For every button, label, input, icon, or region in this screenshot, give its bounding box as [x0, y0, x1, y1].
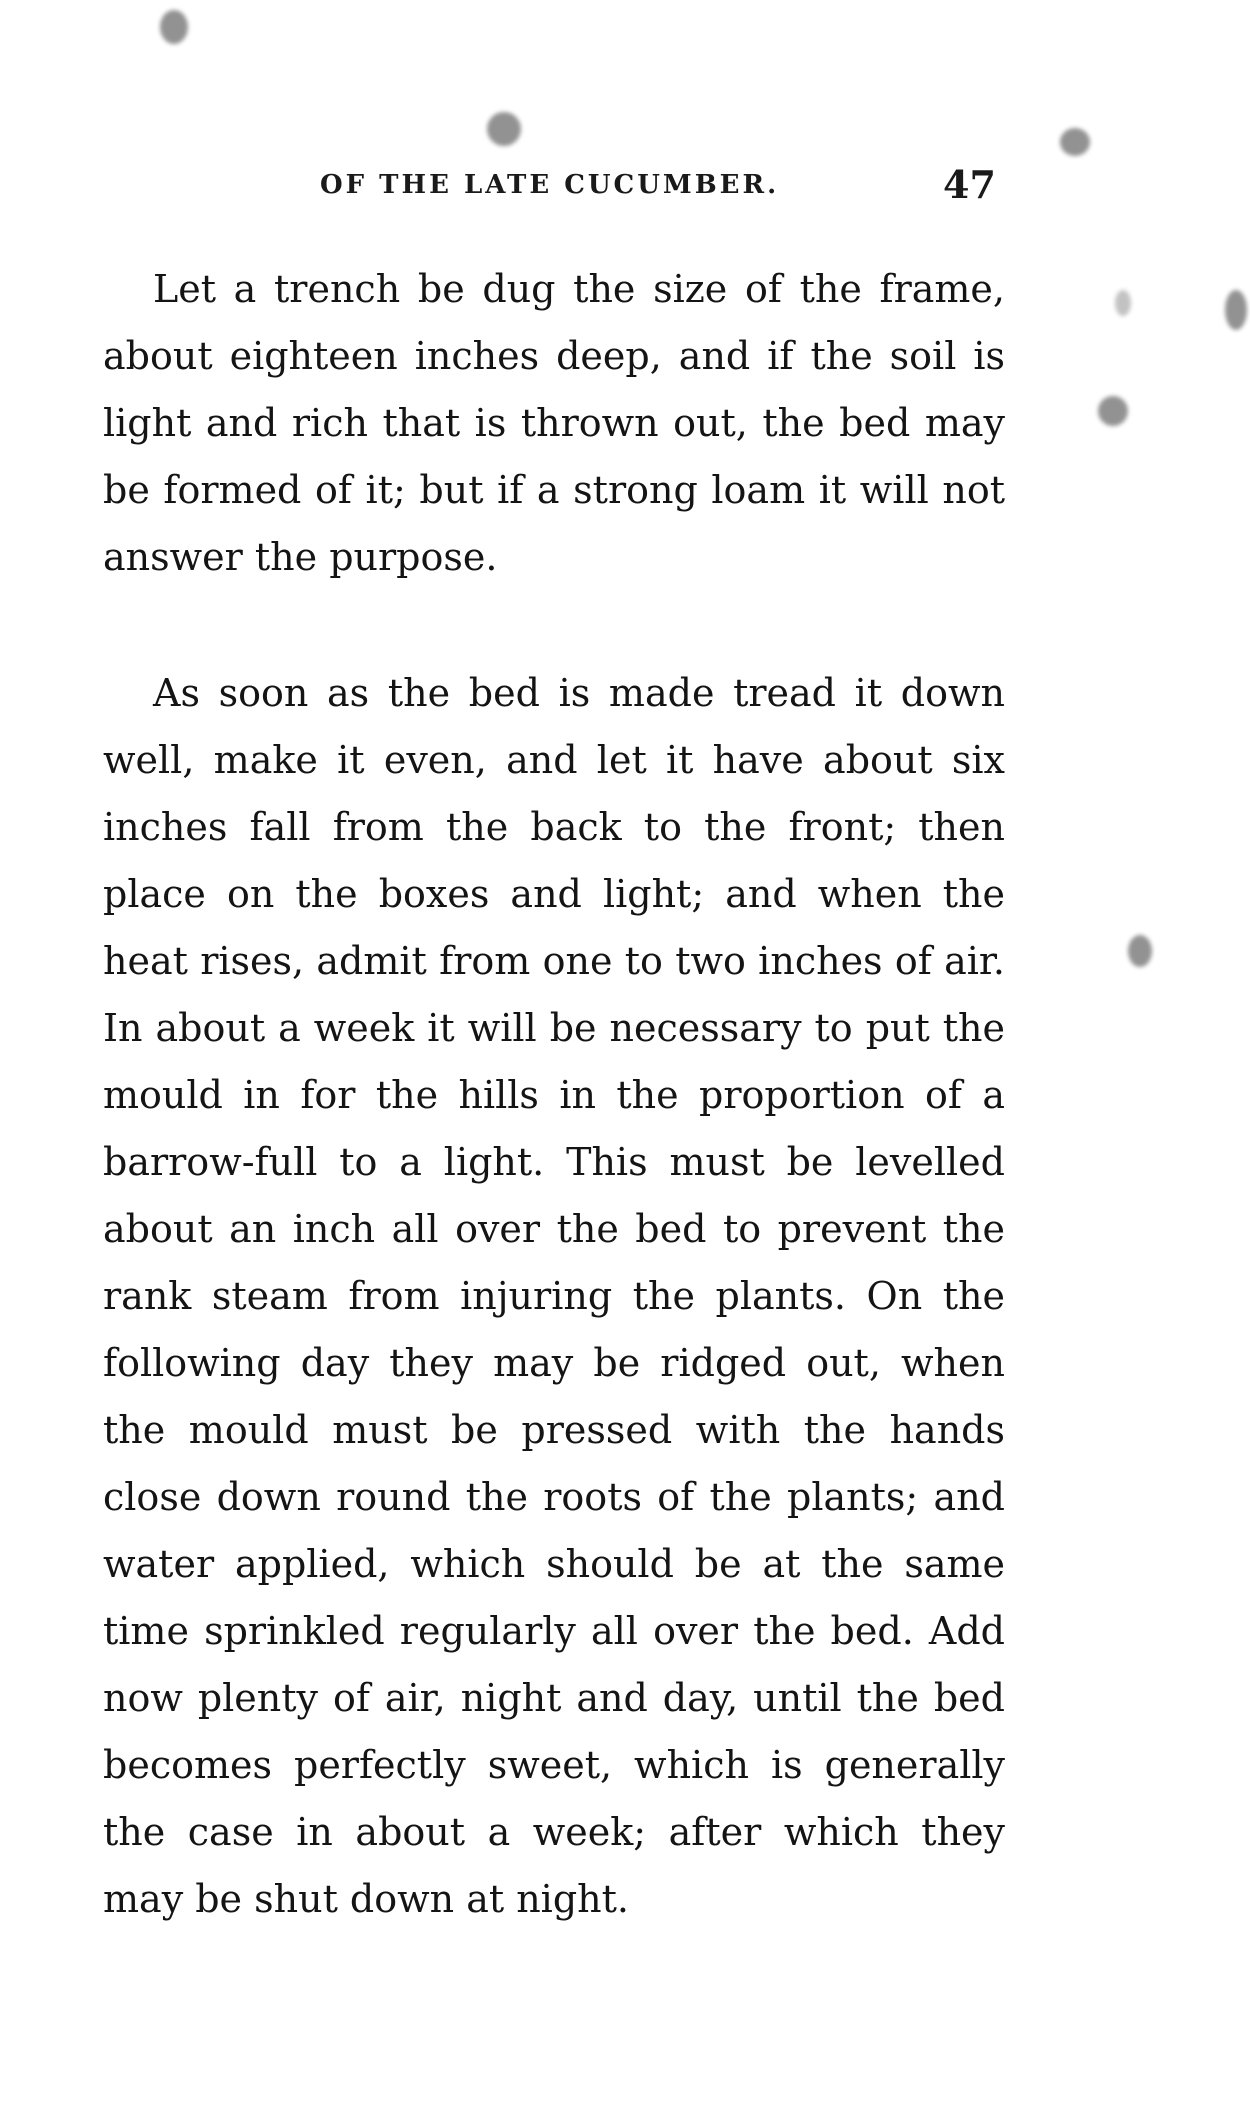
ink-spot: [1098, 396, 1128, 426]
page-number: 47: [943, 162, 996, 207]
ink-spot: [1115, 290, 1131, 316]
paragraph-2: [103, 660, 1005, 1933]
ink-spot: [1128, 935, 1152, 967]
paragraph-text: As soon as the bed is made tread it down well, make it even, and let it have about six inches fall from the back to the front; then place on the boxes and light; and when the heat rises, admit from one to two inches of air. In about a week it will be necessary to put the mould in for the hills in the proportion of a barrow-full to a light. This must be levelled about an inch all over the bed to prevent the rank steam from injuring the plants. On the following day they may be ridged out, when the mould must be pressed with the hands close down round the roots of the plants; and water applied, which should be at the same time sprinkled regularly all over the bed. Add now plenty of air, night and day, until the bed becomes perfectly sweet, which is generally the case in about a week; after which they may be shut down at night.: [103, 671, 1005, 1921]
running-head: OF THE LATE CUCUMBER.: [320, 170, 780, 200]
paragraph-1: [103, 256, 1005, 591]
ink-spot: [1225, 290, 1247, 330]
paragraph-text: Let a trench be dug the size of the frame, about eighteen inches deep, and if the soil is light and rich that is thrown out, the bed may be formed of it; but if a strong loam it will not answer the purpose.: [103, 267, 1005, 579]
ink-spot: [160, 10, 188, 44]
ink-spot: [1060, 128, 1090, 156]
ink-spot: [487, 112, 521, 146]
